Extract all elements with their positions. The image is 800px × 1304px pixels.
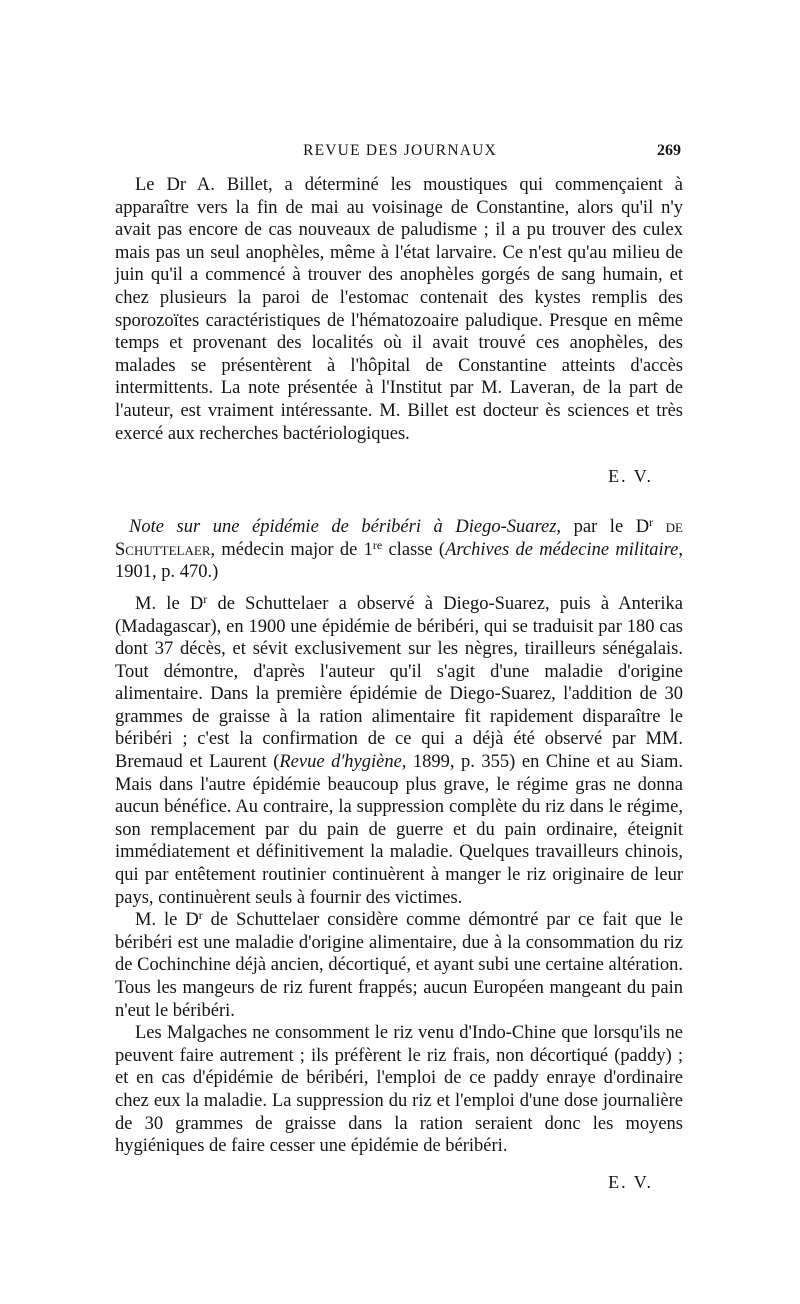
beriberi-paragraph-3: Les Malgaches ne consomment le riz venu d'Indo-Chine que lorsqu'ils ne peuvent faire autrement ; ils préfèrent le riz frais, non décortiqué (paddy) ; et en cas d'épidémie de béribéri, l'emploi de ce paddy enraye d'ordinaire chez eux la maladie. La suppression du riz et l'emploi d'une dose journalière de 30 grammes de graisse dans la ration seraient donc les moyens hygiéniques de faire cesser une épidémie de béribéri.	[115, 1023, 683, 1157]
article-role-after: classe (	[382, 539, 446, 560]
billet-review-paragraph: Le Dr A. Billet, a déterminé les moustiques qui commençaient à apparaître vers la fin de mai au voisinage de Constantine, alors qu'il n'y avait pas encore de cas nouveaux de paludisme ; il a pu trouver des culex mais pas un seul anophèles, même à l'état larvaire. Ce n'est qu'au milieu de juin qu'il a commencé à trouver des anophèles gorgés de sang humain, et chez plusieurs la paroi de l'estomac contenait des kystes remplis des sporozoïtes caractéristiques de l'hématozoaire paludique. Presque en même temps et provenant des localités où il avait trouvé ces anophèles, des malades se présentèrent à l'hôpital de Constantine atteints d'accès intermittents. La note présentée à l'Institut par M. Laveran, de la part de l'auteur, est vraiment intéressante. M. Billet est docteur ès sciences et très exercé aux recherches bactériologiques.	[115, 175, 683, 444]
article-title-sup: r	[649, 515, 654, 530]
page-header	[0, 142, 800, 166]
article-role-sup: re	[372, 537, 383, 552]
review-signature-2: E. V.	[608, 1171, 653, 1192]
p1-revue-title: Revue d'hygiène	[279, 752, 402, 773]
article-title	[115, 516, 683, 584]
article-title-italic: Note sur une épidémie de béribéri à Diego-Suarez	[129, 517, 557, 538]
page-body	[115, 174, 683, 1193]
section-gap	[115, 487, 683, 516]
p1-end: , 1899, p. 355) en Chine et au Siam. Mais dans l'autre épidémie beaucoup plus grave, le régime gras ne donna aucun bénéfice. Au contraire, la suppression complète du riz dans le régime, son remplacement par du pain de guerre et du pain ordinaire, éteignit immédiatement et définitivement la maladie. Quelques travailleurs chinois, qui par entêtement routinier continuèrent à manger le riz originaire de leur pays, continuèrent seuls à fournir des victimes.	[115, 752, 683, 908]
article-title-by: , par le D	[556, 517, 650, 538]
p2-start: M. le D	[135, 910, 199, 931]
p2-sup: r	[198, 908, 203, 923]
article-author-role: , médecin major de 1	[210, 539, 373, 560]
article-author: de Schuttelaer	[115, 517, 684, 560]
p2-body: de Schuttelaer considère comme démontré par ce fait que le béribéri est une maladie d'origine alimentaire, due à la consommation du riz de Cochinchine déjà ancien, décortiqué, et ayant subi une certaine altération. Tous les mangeurs de riz furent frappés; aucun Européen mangeant du pain n'eut le béribéri.	[115, 910, 683, 1021]
review-signature-1: E. V.	[608, 466, 653, 487]
title-gap	[115, 584, 683, 593]
p1-start: M. le D	[135, 593, 204, 614]
p1-body: de Schuttelaer a observé à Diego-Suarez, puis à Anterika (Madagascar), en 1900 une épidémie de béribéri, qui se traduisit par 180 cas dont 37 décès, et sévit exclusivement sur les nègres, tirailleurs sénégalais. Tout démontre, d'après l'auteur qu'il s'agit d'une maladie d'origine alimentaire. Dans la première épidémie de Diego-Suarez, l'addition de 30 grammes de graisse à la ration alimentaire fit rapidement disparaître le béribéri ; c'est la confirmation de ce qui a déjà été observé par MM. Bremaud et Laurent (	[115, 593, 683, 773]
running-title: REVUE DES JOURNAUX	[303, 142, 497, 159]
p1-sup: r	[203, 591, 208, 606]
page-number: 269	[657, 142, 681, 159]
beriberi-paragraph-1	[115, 593, 683, 909]
article-reference: , 1901, p. 470.)	[115, 539, 683, 583]
article-journal: Archives de médecine militaire	[445, 539, 679, 560]
beriberi-paragraph-2	[115, 909, 683, 1022]
